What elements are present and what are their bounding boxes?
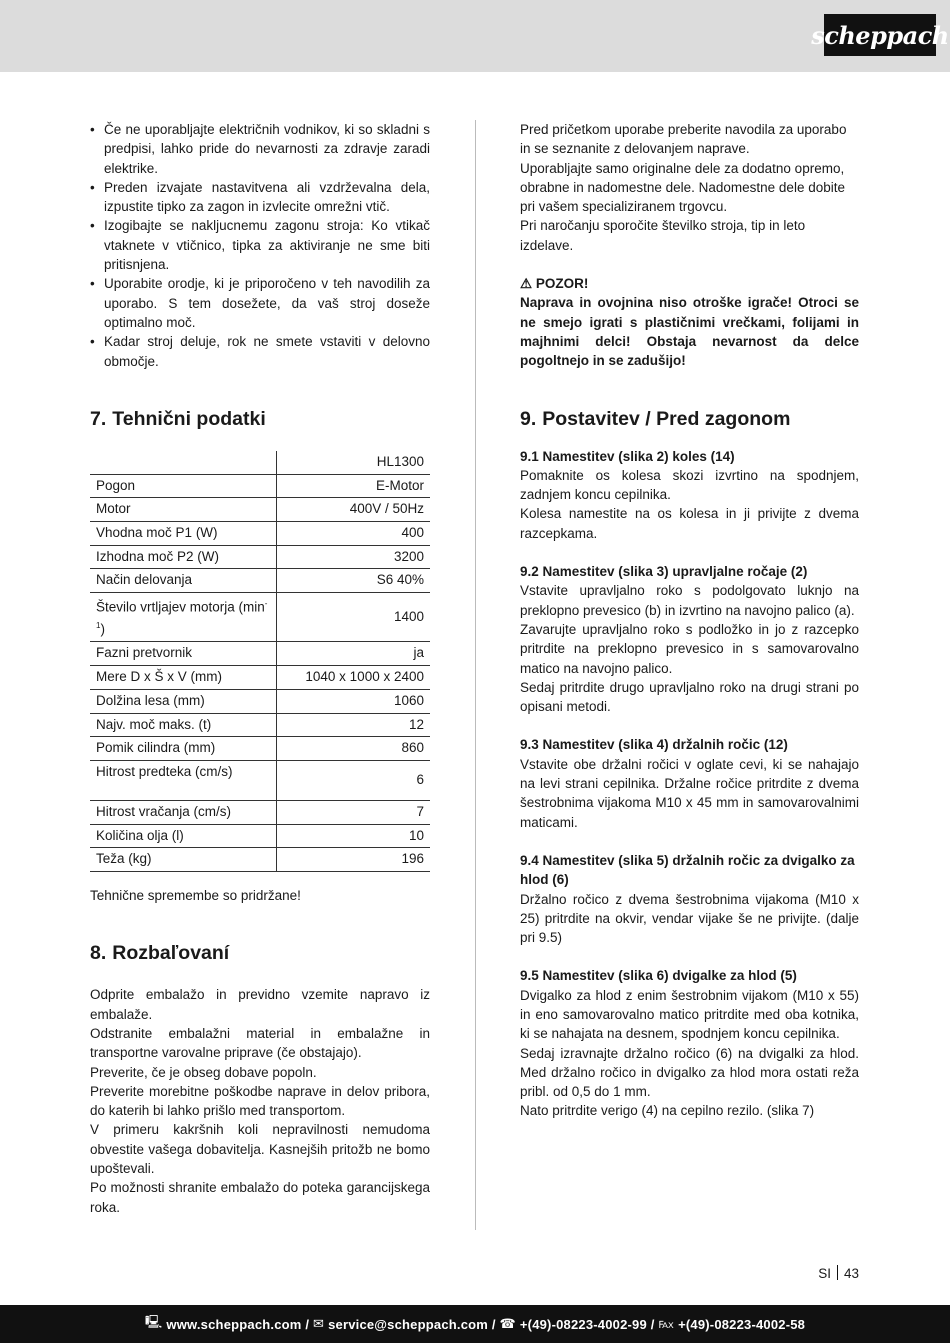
list-item: • Če ne uporabljajte električnih vodnikov, ki so skladni s predpisi, lahko pride do nevarnosti za zdravje zaradi elektrike. bbox=[90, 120, 430, 178]
table-cell-value: 1400 bbox=[277, 593, 431, 642]
table-cell-value: 6 bbox=[277, 761, 431, 801]
section-title: Tehnični podatki bbox=[112, 407, 266, 430]
list-item: • Uporabite orodje, ki je priporočeno v teh navodilih za uporabo. S tem dosežete, da vaš stroj doseže optimalno moč. bbox=[90, 274, 430, 332]
table-cell-value: 196 bbox=[277, 848, 431, 872]
table-cell-label: Pogon bbox=[90, 474, 277, 498]
computer-icon: 🖳 bbox=[144, 1314, 163, 1329]
paragraph: Odstranite embalažni material in embalažne in transportne varovalne priprave (če obstajajo). bbox=[90, 1026, 430, 1061]
table-row bbox=[90, 713, 430, 737]
table-cell-label: Pomik cilindra (mm) bbox=[90, 737, 277, 761]
table-row bbox=[90, 761, 430, 801]
table-row bbox=[90, 593, 430, 642]
section-number: 8. bbox=[90, 942, 107, 965]
section-title: Postavitev / Pred zagonom bbox=[542, 407, 791, 430]
footer-email: service@scheppach.com / bbox=[328, 1316, 496, 1332]
table-row bbox=[90, 666, 430, 690]
table-cell-label: Dolžina lesa (mm) bbox=[90, 689, 277, 713]
table-header-row bbox=[90, 451, 430, 474]
footer-bar bbox=[0, 1305, 950, 1343]
table-row bbox=[90, 689, 430, 713]
rpm-unit-superscript: -1 bbox=[96, 599, 268, 631]
table-row bbox=[90, 521, 430, 545]
paragraph: Preverite, če je obseg dobave popoln. bbox=[90, 1064, 317, 1080]
table-row bbox=[90, 474, 430, 498]
right-column bbox=[520, 120, 859, 1121]
table-row bbox=[90, 569, 430, 593]
left-column bbox=[90, 120, 430, 1217]
table-cell-value: 400V / 50Hz bbox=[277, 498, 431, 522]
table-cell-value: S6 40% bbox=[277, 569, 431, 593]
table-row bbox=[90, 737, 430, 761]
table-cell-label bbox=[90, 593, 277, 642]
phone-icon: ☎ bbox=[499, 1316, 516, 1331]
table-cell-value: 3200 bbox=[277, 545, 431, 569]
section-title: Rozbaľovaní bbox=[112, 942, 230, 965]
paragraph: Odprite embalažo in previdno vzemite napravo iz embalaže. bbox=[90, 987, 430, 1022]
section-9-heading bbox=[520, 407, 859, 431]
fax-icon: ℻ bbox=[658, 1316, 675, 1331]
table-cell-label: Najv. moč maks. (t) bbox=[90, 713, 277, 737]
intro-text bbox=[520, 120, 859, 255]
footer-phone: +(49)-08223-4002-99 / bbox=[519, 1316, 655, 1332]
table-cell-label: Fazni pretvornik bbox=[90, 642, 277, 666]
paragraph: Vstavite upravljalno roko s podolgovato luknjo na preklopno prevesico (b) in izvrtino na navojno palico (a). bbox=[520, 583, 859, 618]
page-number bbox=[818, 1265, 859, 1281]
subsection-9-1 bbox=[520, 447, 859, 543]
page-language: SI bbox=[818, 1266, 831, 1281]
table-cell-label: Teža (kg) bbox=[90, 848, 277, 872]
footer-fax: +(49)-08223-4002-58 bbox=[678, 1316, 806, 1332]
table-cell-value: E-Motor bbox=[277, 474, 431, 498]
paragraph: Držalno ročico z dvema šestrobnima vijakoma (M10 x 25) pritrdite na okvir, vendar vijake še ne privijte. (dalje pri 9.5) bbox=[520, 891, 859, 946]
table-cell-value: ja bbox=[277, 642, 431, 666]
warning-title: POZOR! bbox=[535, 276, 589, 292]
table-cell-label: Vhodna moč P1 (W) bbox=[90, 521, 277, 545]
table-note: Tehnične spremembe so pridržane! bbox=[90, 888, 301, 904]
paragraph: Sedaj izravnajte držalno ročico (6) na dvigalki za hlod. Med držalno ročico in dvigalko za hlod mora ostati reža pribl. od 0,5 do 1 mm. bbox=[520, 1045, 859, 1100]
paragraph: Vstavite obe držalni ročici v oglate cevi, ki se nahajajo na levi strani cepilnika. Držalne ročice pritrdite z dvema šestrobnima vijakoma M10 x 45 mm in samovarovalnimi maticami. bbox=[520, 756, 859, 830]
subsection-heading: 9.2 Namestitev (slika 3) upravljalne ročaje (2) bbox=[520, 564, 808, 580]
section-number: 7. bbox=[90, 407, 107, 430]
paragraph: Dvigalko za hlod z enim šestrobnim vijakom (M10 x 55) in eno samovarovalno matico pritrdite med oba kotnika, ki se nahajata na desnem, spodnjem koncu cepilnika. bbox=[520, 987, 859, 1042]
table-row bbox=[90, 642, 430, 666]
table-cell-label: Način delovanja bbox=[90, 569, 277, 593]
list-item: • Izogibajte se nakljucnemu zagonu stroja: Ko vtikač vtaknete v vtičnico, tipka za aktiviranje ne sme biti pritisnjena. bbox=[90, 216, 430, 274]
subsection-heading: 9.1 Namestitev (slika 2) koles (14) bbox=[520, 448, 735, 464]
mail-icon: ✉ bbox=[312, 1316, 325, 1331]
paragraph: Preverite morebitne poškodbe naprave in delov pribora, do katerih bi lahko prišlo med transportom. bbox=[90, 1083, 430, 1119]
paragraph: Zavarujte upravljalno roko s podložko in jo z razcepko pritrdite na preklopno prevesico in s samovarovalno matico na navojno palico. bbox=[520, 621, 859, 676]
table-cell-label: Mere D x Š x V (mm) bbox=[90, 666, 277, 690]
table-cell-value: 400 bbox=[277, 521, 431, 545]
unpacking-text bbox=[90, 985, 430, 1217]
paragraph: Pri naročanju sporočite številko stroja, tip in leto izdelave. bbox=[520, 218, 806, 253]
subsection-9-4 bbox=[520, 851, 859, 947]
page-number-value: 43 bbox=[843, 1266, 859, 1281]
table-row bbox=[90, 801, 430, 825]
header-bar bbox=[0, 0, 950, 72]
warning-triangle-icon: ⚠ bbox=[520, 276, 533, 292]
paragraph: Po možnosti shranite embalažo do poteka garancijskega roka. bbox=[90, 1180, 430, 1215]
table-cell-value: 860 bbox=[277, 737, 431, 761]
paragraph: Pomaknite os kolesa skozi izvrtino na spodnjem, zadnjem koncu cepilnika. bbox=[520, 467, 859, 503]
table-cell-label: Hitrost predteka (cm/s) bbox=[90, 761, 277, 801]
warning-text: Naprava in ovojnina niso otroške igrače! Otroci se ne smejo igrati s plastičnimi vrečkami, folijami in majhnimi delci! Obstaja nevarnost da delce pogoltnejo in se zadušijo! bbox=[520, 295, 859, 369]
table-cell-label: Izhodna moč P2 (W) bbox=[90, 545, 277, 569]
table-cell-label: Količina olja (l) bbox=[90, 824, 277, 848]
subsection-heading: 9.4 Namestitev (slika 5) držalnih ročic za dvigalko za hlod (6) bbox=[520, 852, 855, 888]
subsection-heading: 9.3 Namestitev (slika 4) držalnih ročic (12) bbox=[520, 737, 788, 753]
subsection-9-3 bbox=[520, 735, 859, 831]
table-cell-value: 12 bbox=[277, 713, 431, 737]
table-row bbox=[90, 848, 430, 872]
table-row bbox=[90, 498, 430, 522]
warning-heading bbox=[520, 274, 859, 293]
subsection-9-2 bbox=[520, 562, 859, 716]
paragraph: Sedaj pritrdite drugo upravljalno roko na drugi strani po opisani metodi. bbox=[520, 679, 859, 715]
scheppach-logo: scheppach bbox=[824, 14, 936, 56]
table-header-model: HL1300 bbox=[277, 451, 431, 474]
paragraph: Pred pričetkom uporabe preberite navodila za uporabo in se seznanite z delovanjem naprave. bbox=[520, 122, 847, 157]
table-cell-label: Motor bbox=[90, 498, 277, 522]
table-row bbox=[90, 545, 430, 569]
paragraph: Nato pritrdite verigo (4) na cepilno rezilo. (slika 7) bbox=[520, 1103, 815, 1119]
rpm-unit-close: ) bbox=[100, 621, 105, 637]
subsection-heading: 9.5 Namestitev (slika 6) dvigalke za hlod (5) bbox=[520, 968, 797, 984]
page-number-separator bbox=[837, 1265, 838, 1280]
list-item: • Preden izvajate nastavitvena ali vzdrževalna dela, izpustite tipko za zagon in izvlecite omrežni vtič. bbox=[90, 178, 430, 217]
section-number: 9. bbox=[520, 407, 537, 430]
table-cell-value: 1060 bbox=[277, 689, 431, 713]
section-8-heading bbox=[90, 941, 430, 965]
paragraph: Kolesa namestite na os kolesa in ji privijte z dvema razcepkama. bbox=[520, 506, 859, 541]
subsection-9-5 bbox=[520, 966, 859, 1120]
table-cell-value: 1040 x 1000 x 2400 bbox=[277, 666, 431, 690]
list-item: • Kadar stroj deluje, rok ne smete vstaviti v delovno območje. bbox=[90, 332, 430, 371]
spec-table bbox=[90, 451, 430, 872]
paragraph: V primeru kakršnih koli nepravilnosti nemudoma obvestite vašega dobavitelja. Kasnejših pritožb ne bomo upoštevali. bbox=[90, 1122, 430, 1177]
safety-bullet-list bbox=[90, 120, 430, 371]
table-row bbox=[90, 824, 430, 848]
paragraph: Uporabljajte samo originalne dele za dodatno opremo, obrabne in nadomestne dele. Nadomestne dele dobite pri vašem specializiranem trgovcu. bbox=[520, 160, 845, 215]
column-divider bbox=[475, 120, 476, 1230]
table-header-empty bbox=[90, 451, 277, 474]
rpm-label: Število vrtljajev motorja (min bbox=[96, 599, 265, 615]
footer-website: www.scheppach.com / bbox=[166, 1316, 310, 1332]
table-cell-value: 7 bbox=[277, 801, 431, 825]
table-cell-value: 10 bbox=[277, 824, 431, 848]
table-cell-label: Hitrost vračanja (cm/s) bbox=[90, 801, 277, 825]
section-7-heading bbox=[90, 407, 430, 431]
